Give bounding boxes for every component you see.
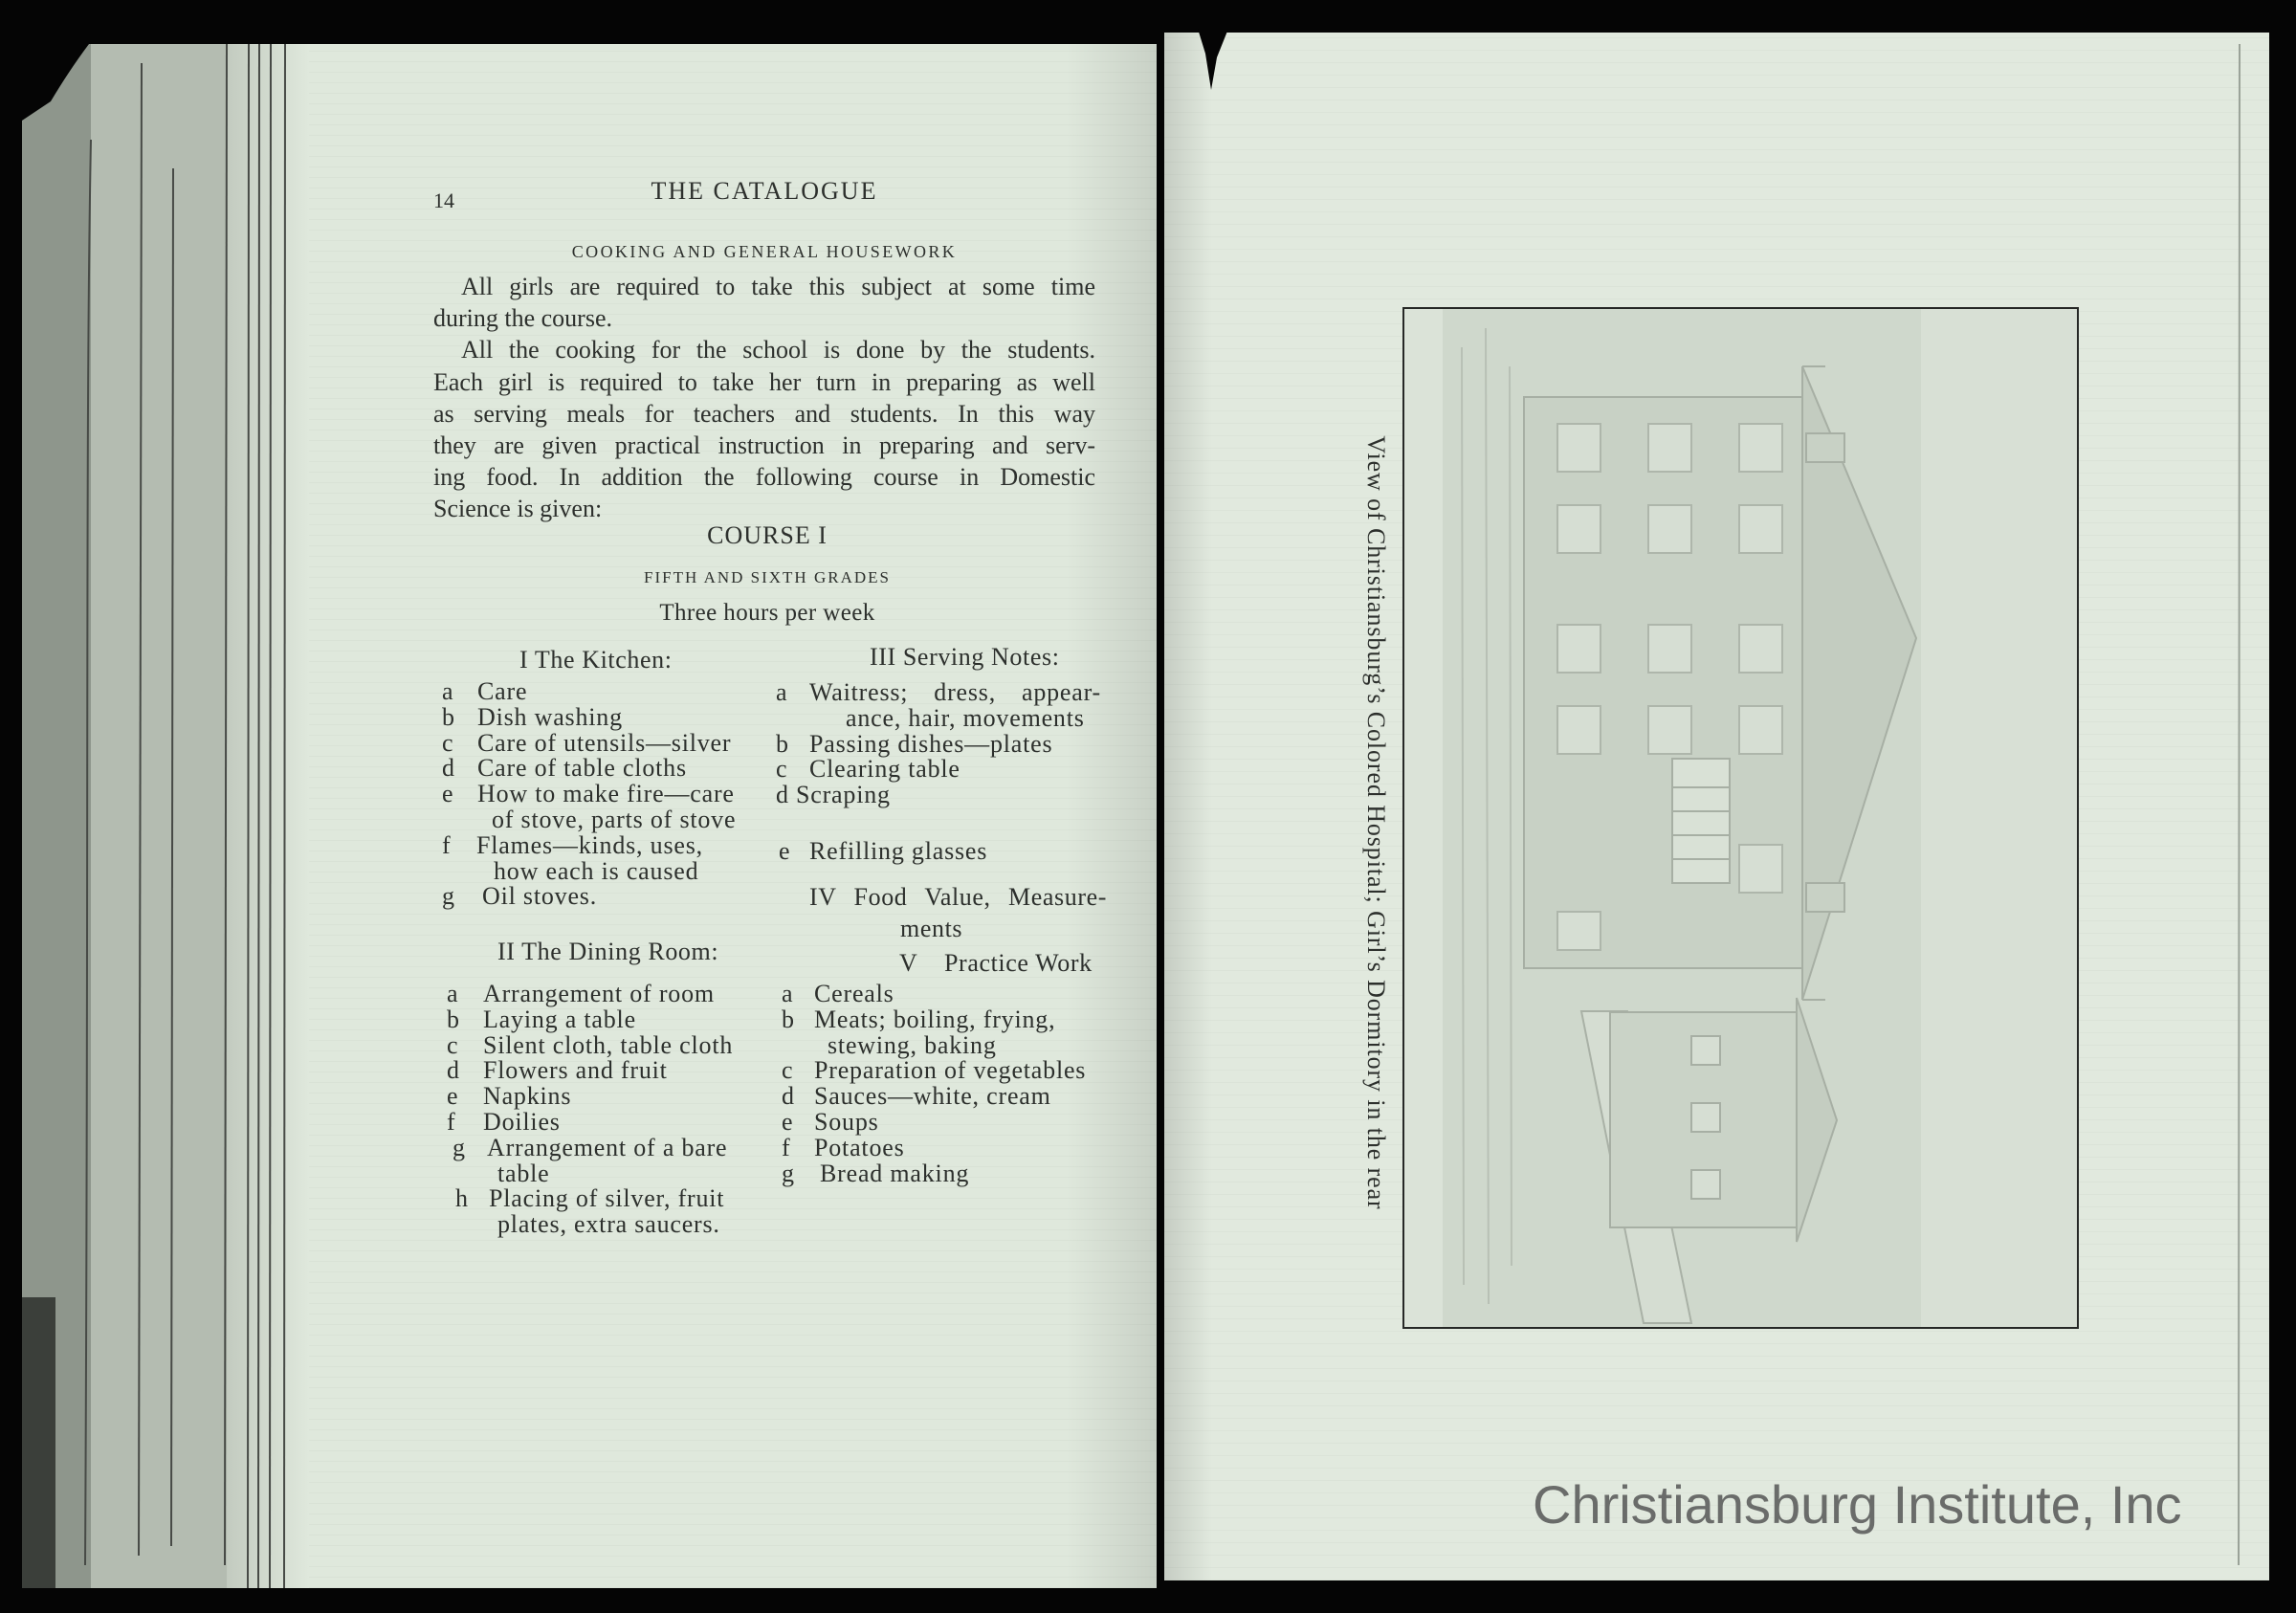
- hospital-dormitory-photo: [1402, 307, 2079, 1329]
- item-letter: b: [442, 702, 455, 731]
- course-title: COURSE I: [707, 521, 828, 549]
- item-letter: c: [782, 1056, 794, 1085]
- list-item: [442, 884, 786, 910]
- item-letter: b: [776, 729, 789, 758]
- practice-work-list: [782, 982, 1126, 1186]
- item-letter: f: [782, 1133, 791, 1161]
- item-text: Napkins: [483, 1082, 572, 1111]
- item-text: Care of utensils—silver: [477, 728, 732, 757]
- dining-room-heading: II The Dining Room:: [497, 938, 719, 965]
- list-item: [442, 728, 786, 757]
- item-letter: c: [442, 728, 454, 757]
- list-item: [776, 729, 1120, 758]
- item-text: how each is caused: [494, 856, 699, 885]
- intro-line: All girls are required to take this subject at some time: [461, 273, 1095, 300]
- list-item: [447, 980, 794, 1007]
- food-value-heading-continuation: ments: [900, 915, 963, 942]
- item-text: Clearing table: [809, 755, 960, 784]
- item-letter: b: [782, 1005, 795, 1033]
- item-text: Passing dishes—plates: [809, 729, 1053, 758]
- porch: [1672, 759, 1730, 883]
- list-item: [442, 702, 786, 731]
- item-text: Arrangement of room: [483, 980, 715, 1007]
- item-letter: c: [776, 755, 788, 784]
- item-text: Scraping: [796, 781, 891, 809]
- food-value-heading: IV Food Value, Measure-: [809, 883, 1107, 911]
- item-text: Arrangement of a bare: [487, 1133, 728, 1161]
- list-item: [779, 839, 1123, 865]
- item-text: Waitress; dress, appear-: [809, 680, 1101, 706]
- list-item: [442, 679, 786, 705]
- list-item: [447, 1056, 794, 1085]
- item-text: Dish washing: [477, 702, 623, 731]
- item-text: plates, extra saucers.: [497, 1210, 720, 1239]
- item-text: Silent cloth, table cloth: [483, 1030, 734, 1059]
- item-letter: e: [447, 1082, 459, 1111]
- item-text: Care of table cloths: [477, 754, 687, 783]
- page-number: 14: [433, 188, 454, 212]
- item-letter: e: [779, 837, 791, 865]
- intro-line: Each girl is required to take her turn in preparing as well: [433, 367, 1095, 396]
- item-text: Doilies: [483, 1107, 561, 1136]
- item-letter: a: [776, 678, 788, 706]
- list-item-continuation: [776, 703, 1120, 732]
- list-item: [447, 1186, 791, 1212]
- intro-line: ing food. In addition the following course in Domestic: [433, 463, 1095, 492]
- list-item: [442, 830, 786, 859]
- item-letter: g: [442, 882, 455, 911]
- binding-edge: [22, 44, 309, 1588]
- item-text: Flowers and fruit: [483, 1056, 668, 1085]
- list-item: [782, 1107, 1126, 1136]
- kitchen-list: [442, 679, 786, 910]
- item-text: ance, hair, movements: [846, 703, 1085, 732]
- list-item-continuation: [442, 807, 786, 833]
- intro-line: as serving meals for teachers and students. In this way: [433, 399, 1095, 428]
- item-letter: d: [447, 1056, 460, 1085]
- item-text: Meats; boiling, frying,: [814, 1005, 1056, 1033]
- list-item: [776, 757, 1120, 783]
- practice-work-numeral: V: [899, 949, 918, 977]
- course-grades: FIFTH AND SIXTH GRADES: [644, 568, 891, 586]
- list-item-continuation: [447, 1161, 791, 1187]
- item-text: stewing, baking: [828, 1030, 997, 1059]
- item-letter: d: [442, 754, 455, 783]
- item-text: Refilling glasses: [809, 837, 988, 865]
- building-photo-icon: [1404, 309, 2077, 1327]
- item-text: table: [497, 1159, 550, 1187]
- list-item: [776, 680, 1120, 706]
- page-tear: [1198, 29, 1228, 90]
- list-item: [782, 1007, 1126, 1033]
- item-letter: h: [455, 1184, 469, 1213]
- intro-line: All the cooking for the school is done by the students.: [461, 336, 1095, 365]
- list-item: [447, 1007, 791, 1033]
- item-letter: c: [447, 1030, 459, 1059]
- item-text: Soups: [814, 1107, 879, 1136]
- list-item-continuation: [447, 1212, 791, 1238]
- item-letter: b: [447, 1005, 460, 1033]
- item-text: Sauces—white, cream: [814, 1082, 1051, 1111]
- item-text: Potatoes: [814, 1133, 905, 1161]
- intro-paragraphs: [433, 271, 1095, 525]
- list-item: [447, 1030, 791, 1059]
- section-title: COOKING AND GENERAL HOUSEWORK: [571, 242, 958, 261]
- serving-notes-list: [776, 680, 1120, 808]
- running-title: THE CATALOGUE: [651, 177, 878, 205]
- list-item: [782, 1133, 1126, 1161]
- item-text: of stove, parts of stove: [492, 805, 737, 833]
- watermark: Christiansburg Institute, Inc: [1533, 1474, 2182, 1535]
- item-letter: d: [776, 781, 789, 809]
- intro-line: during the course.: [433, 304, 613, 333]
- item-letter: a: [782, 980, 794, 1007]
- item-letter: d: [782, 1082, 795, 1111]
- intro-line: they are given practical instruction in preparing and serv-: [433, 431, 1095, 459]
- item-text: Laying a table: [483, 1005, 636, 1033]
- item-text: Cereals: [814, 980, 894, 1007]
- serving-notes-list-continued: [779, 839, 1123, 865]
- item-letter: a: [442, 677, 454, 705]
- item-letter: f: [447, 1107, 456, 1136]
- course-hours: Three hours per week: [659, 600, 875, 626]
- item-text: How to make fire—care: [477, 780, 735, 808]
- kitchen-heading: I The Kitchen:: [519, 646, 673, 674]
- list-item: [782, 1161, 1126, 1187]
- list-item: [782, 1058, 1126, 1084]
- item-letter: f: [442, 830, 452, 859]
- item-letter: g: [453, 1133, 466, 1161]
- list-item: [447, 1084, 791, 1110]
- item-letter: a: [447, 980, 459, 1007]
- list-item: [447, 1107, 794, 1136]
- item-text: Flames—kinds, uses,: [476, 830, 703, 859]
- photo-caption: View of Christiansburg’s Colored Hospital; Girl’s Dormitory in the rear: [1362, 435, 1390, 1210]
- list-item: [442, 756, 786, 782]
- item-text: Placing of silver, fruit: [489, 1184, 725, 1213]
- serving-notes-heading: III Serving Notes:: [870, 643, 1060, 671]
- list-item: [782, 982, 1126, 1007]
- intro-line: Science is given:: [433, 495, 603, 523]
- list-item-continuation: [442, 856, 786, 885]
- list-item-continuation: [782, 1030, 1126, 1059]
- item-letter: g: [782, 1159, 795, 1187]
- list-item: [776, 783, 1120, 808]
- list-item: [442, 782, 786, 807]
- dormitory-building: [1610, 998, 1837, 1242]
- list-item: [447, 1133, 791, 1161]
- practice-work-heading: Practice Work: [944, 949, 1093, 977]
- item-text: Oil stoves.: [482, 882, 598, 911]
- item-letter: e: [442, 780, 454, 808]
- item-text: Care: [477, 677, 528, 705]
- item-text: Preparation of vegetables: [814, 1056, 1087, 1085]
- right-page-edge: [2234, 44, 2245, 1565]
- list-item: [782, 1084, 1126, 1110]
- dining-room-list: [447, 980, 794, 1239]
- item-letter: e: [782, 1107, 794, 1136]
- item-text: Bread making: [820, 1159, 970, 1187]
